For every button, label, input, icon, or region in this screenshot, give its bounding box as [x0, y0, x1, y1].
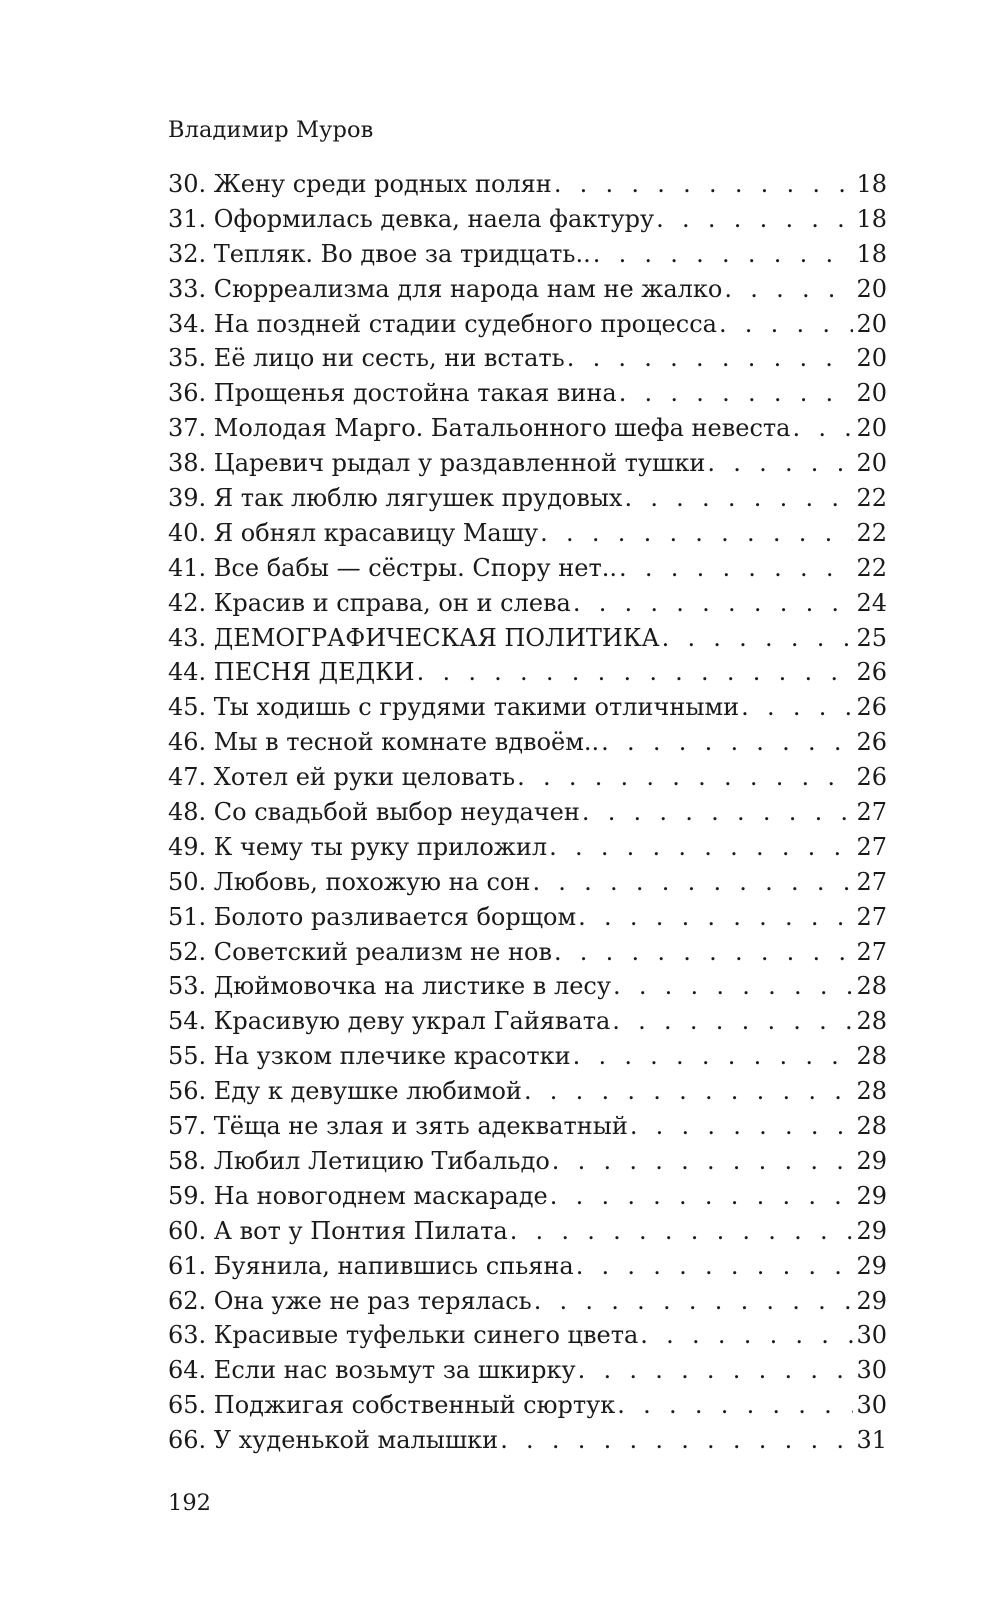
toc-entry: [168, 202, 887, 237]
toc-entry: [168, 1284, 887, 1319]
toc-entry-page: 29: [856, 1216, 887, 1245]
toc-entry-page: 29: [856, 1251, 887, 1280]
toc-entry-title: 39. Я так люблю лягушек прудовых: [168, 484, 623, 513]
toc-dot-leader: [630, 1109, 854, 1144]
toc-entry: [168, 1109, 887, 1144]
toc-entry-page: 18: [856, 170, 887, 198]
toc-entry-title: 66. У худенькой малышки: [168, 1426, 499, 1455]
toc-entry: [168, 272, 887, 307]
toc-entry-title: 50. Любовь, похожую на сон: [168, 867, 531, 896]
toc-entry: [168, 760, 887, 795]
toc-entry-page: 31: [856, 1426, 887, 1455]
toc-entry: [168, 1004, 887, 1039]
toc-entry-page: 24: [856, 588, 887, 617]
toc-dot-leader: [552, 1144, 854, 1179]
toc-entry-title: 54. Красивую деву украл Гайявата: [168, 1007, 611, 1036]
page-number: 192: [168, 1490, 211, 1516]
toc-entry: [168, 1074, 887, 1109]
toc-entry-page: 28: [856, 1042, 887, 1071]
toc-dot-leader: [582, 795, 854, 830]
toc-entry-title: 65. Поджигая собственный сюртук: [168, 1391, 616, 1420]
toc-entry-page: 22: [856, 553, 887, 582]
toc-entry-title: 44. ПЕСНЯ ДЕДКИ: [168, 658, 415, 687]
toc-entry-page: 29: [856, 1181, 887, 1210]
toc-entry: [168, 865, 887, 900]
toc-entry: [168, 1353, 887, 1388]
toc-dot-leader: [662, 621, 854, 656]
toc-entry: [168, 935, 887, 970]
toc-entry-title: 37. Молодая Марго. Батальонного шефа невеста: [168, 414, 791, 443]
toc-entry-page: 26: [856, 728, 887, 757]
toc-dot-leader: [517, 760, 853, 795]
toc-entry: [168, 795, 887, 830]
toc-entry-page: 27: [856, 937, 887, 966]
toc-entry: [168, 969, 887, 1004]
toc-dot-leader: [573, 586, 854, 621]
toc-entry-page: 30: [856, 1356, 887, 1385]
toc-entry: [168, 1039, 887, 1074]
toc-entry: [168, 1388, 887, 1423]
toc-entry: [168, 411, 887, 446]
toc-entry-title: 48. Со свадьбой выбор неудачен: [168, 798, 580, 827]
toc-dot-leader: [540, 516, 853, 551]
toc-dot-leader: [719, 307, 854, 342]
toc-entry-page: 30: [856, 1321, 887, 1350]
toc-entry-page: 18: [856, 239, 887, 268]
table-of-contents: [168, 167, 887, 1458]
toc-entry: [168, 1144, 887, 1179]
toc-entry: [168, 690, 887, 725]
toc-dot-leader: [656, 202, 853, 237]
toc-entry-title: 63. Красивые туфельки синего цвета: [168, 1321, 639, 1350]
toc-dot-leader: [573, 1039, 854, 1074]
toc-entry-page: 29: [856, 1286, 887, 1315]
toc-dot-leader: [624, 481, 853, 516]
toc-entry: [168, 1249, 887, 1284]
toc-dot-leader: [578, 1353, 854, 1388]
toc-entry-title: 41. Все бабы — сёстры. Спору нет..: [168, 553, 618, 582]
toc-dot-leader: [707, 446, 853, 481]
toc-dot-leader: [549, 830, 853, 865]
toc-entry: [168, 1179, 887, 1214]
toc-dot-leader: [724, 272, 853, 307]
toc-entry-page: 26: [856, 763, 887, 792]
toc-dot-leader: [524, 1074, 854, 1109]
toc-entry-title: 58. Любил Летицию Тибальдо: [168, 1146, 550, 1175]
toc-entry-page: 25: [856, 623, 887, 652]
toc-dot-leader: [532, 865, 853, 900]
toc-entry: [168, 237, 887, 272]
toc-entry-page: 20: [856, 414, 887, 443]
toc-entry: [168, 446, 887, 481]
toc-entry-page: 30: [856, 1391, 887, 1420]
toc-entry-title: 55. На узком плечике красотки: [168, 1042, 571, 1071]
toc-dot-leader: [554, 935, 854, 970]
toc-entry-title: 34. На поздней стадии судебного процесса: [168, 309, 717, 338]
toc-entry: [168, 621, 887, 656]
toc-entry-title: 32. Тепляк. Во двое за тридцать..: [168, 239, 591, 268]
toc-dot-leader: [578, 900, 853, 935]
toc-entry-page: 28: [856, 1007, 887, 1036]
toc-dot-leader: [617, 1388, 853, 1423]
toc-entry-title: 52. Советский реализм не нов: [168, 937, 552, 966]
toc-entry-title: 36. Прощенья достойна такая вина: [168, 379, 617, 408]
toc-entry-page: 20: [856, 449, 887, 478]
toc-entry-page: 27: [856, 867, 887, 896]
toc-entry: [168, 1214, 887, 1249]
toc-entry-title: 61. Буянила, напившись спьяна: [168, 1251, 574, 1280]
toc-entry: [168, 830, 887, 865]
toc-entry: [168, 376, 887, 411]
toc-entry: [168, 655, 887, 690]
toc-entry-title: 47. Хотел ей руки целовать: [168, 763, 516, 792]
toc-entry: [168, 725, 887, 760]
toc-entry: [168, 516, 887, 551]
toc-dot-leader: [567, 341, 854, 376]
toc-dot-leader: [619, 551, 853, 586]
toc-entry-title: 42. Красив и справа, он и слева: [168, 588, 571, 617]
toc-dot-leader: [619, 376, 854, 411]
toc-entry-title: 59. На новогоднем маскараде: [168, 1181, 548, 1210]
toc-entry-title: 64. Если нас возьмут за шкирку: [168, 1356, 576, 1385]
toc-entry: [168, 586, 887, 621]
toc-entry: [168, 307, 887, 342]
toc-entry-title: 31. Оформилась девка, наела фактуру: [168, 204, 655, 233]
toc-entry-title: 38. Царевич рыдал у раздавленной тушки: [168, 449, 706, 478]
toc-entry-page: 27: [856, 832, 887, 861]
toc-entry: [168, 167, 887, 202]
toc-entry-title: 35. Её лицо ни сесть, ни встать: [168, 344, 565, 373]
toc-entry-page: 27: [856, 798, 887, 827]
toc-entry-page: 29: [856, 1146, 887, 1175]
toc-entry-title: 43. ДЕМОГРАФИЧЕСКАЯ ПОЛИТИКА: [168, 623, 660, 652]
toc-dot-leader: [417, 655, 854, 690]
toc-entry-title: 53. Дюймовочка на листике в лесу: [168, 972, 611, 1001]
toc-entry-title: 51. Болото разливается борщом: [168, 902, 577, 931]
toc-dot-leader: [576, 1249, 854, 1284]
toc-entry-page: 20: [856, 344, 887, 373]
toc-entry-page: 20: [856, 309, 887, 338]
toc-dot-leader: [593, 237, 854, 272]
toc-entry: [168, 1318, 887, 1353]
toc-dot-leader: [612, 1004, 853, 1039]
toc-entry-page: 28: [856, 1112, 887, 1141]
toc-entry-title: 40. Я обнял красавицу Машу: [168, 518, 539, 547]
toc-entry-page: 26: [856, 693, 887, 722]
toc-dot-leader: [510, 1214, 854, 1249]
toc-entry-title: 57. Тёща не злая и зять адекватный: [168, 1112, 628, 1141]
toc-entry-title: 45. Ты ходишь с грудями такими отличными: [168, 693, 740, 722]
toc-dot-leader: [792, 411, 853, 446]
toc-entry-page: 18: [856, 204, 887, 233]
toc-entry-page: 22: [856, 518, 887, 547]
toc-dot-leader: [500, 1423, 853, 1458]
toc-entry-title: 62. Она уже не раз терялась: [168, 1286, 532, 1315]
running-header-author: Владимир Муров: [168, 117, 374, 143]
toc-entry-page: 27: [856, 902, 887, 931]
toc-entry: [168, 551, 887, 586]
toc-entry: [168, 1423, 887, 1458]
toc-entry-page: 22: [856, 484, 887, 513]
toc-dot-leader: [640, 1318, 853, 1353]
toc-entry-title: 56. Еду к девушке любимой: [168, 1077, 522, 1106]
toc-dot-leader: [550, 1179, 854, 1214]
toc-dot-leader: [601, 725, 853, 760]
toc-entry: [168, 481, 887, 516]
toc-dot-leader: [741, 690, 853, 725]
toc-dot-leader: [554, 167, 854, 202]
toc-dot-leader: [613, 969, 853, 1004]
toc-entry-page: 28: [856, 972, 887, 1001]
toc-entry-page: 26: [856, 658, 887, 687]
toc-entry-title: 60. А вот у Понтия Пилата: [168, 1216, 508, 1245]
toc-entry-title: 33. Сюрреализма для народа нам не жалко: [168, 274, 723, 303]
toc-entry-page: 20: [856, 274, 887, 303]
toc-entry: [168, 341, 887, 376]
toc-entry-page: 28: [856, 1077, 887, 1106]
toc-entry: [168, 900, 887, 935]
toc-entry-title: 46. Мы в тесной комнате вдвоём..: [168, 728, 600, 757]
toc-dot-leader: [534, 1284, 854, 1319]
toc-entry-title: 49. К чему ты руку приложил: [168, 832, 548, 861]
toc-entry-title: 30. Жену среди родных полян: [168, 170, 552, 198]
toc-entry-page: 20: [856, 379, 887, 408]
